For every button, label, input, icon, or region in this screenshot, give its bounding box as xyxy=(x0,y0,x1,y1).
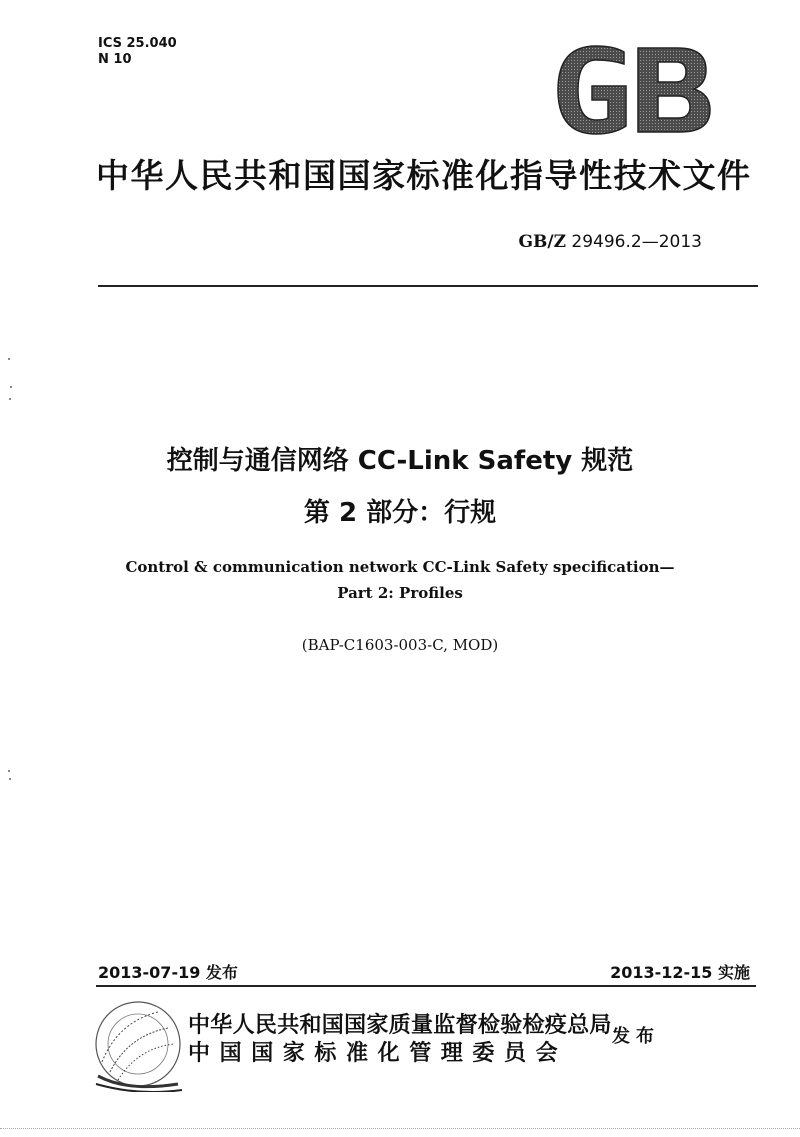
ics-code: ICS 25.040 xyxy=(98,36,177,51)
title-english-line2: Part 2: Profiles xyxy=(337,584,463,602)
bottom-scan-edge xyxy=(0,1128,800,1133)
gb-logo xyxy=(552,44,712,136)
standard-kind-title: 中华人民共和国国家标准化指导性技术文件 xyxy=(96,156,752,195)
footer-divider xyxy=(96,985,756,987)
official-seal-stamp xyxy=(88,992,188,1092)
adoption-note: (BAP-C1603-003-C, MOD) xyxy=(301,636,499,654)
header-divider xyxy=(98,285,758,287)
classification-codes xyxy=(98,36,177,68)
issuer-aqsiq: 中华人民共和国国家质量监督检验检疫总局 xyxy=(188,1013,612,1038)
ccs-code: N 10 xyxy=(98,52,132,67)
standard-number-value: 29496.2—2013 xyxy=(571,232,702,252)
issue-date: 2013-07-19 发布 xyxy=(98,963,238,982)
standard-number xyxy=(519,232,703,252)
issuer-sac: 中国国家标准化管理委员会 xyxy=(188,1041,568,1066)
publish-label: 发布 xyxy=(612,1026,660,1047)
standard-prefix: GB/Z xyxy=(518,232,567,252)
title-chinese-line2: 第 2 部分：行规 xyxy=(303,498,497,528)
title-chinese-line1: 控制与通信网络 CC-Link Safety 规范 xyxy=(166,446,634,476)
title-english-line1: Control & communication network CC-Link Safety specification— xyxy=(125,558,675,576)
effective-date: 2013-12-15 实施 xyxy=(610,963,750,982)
